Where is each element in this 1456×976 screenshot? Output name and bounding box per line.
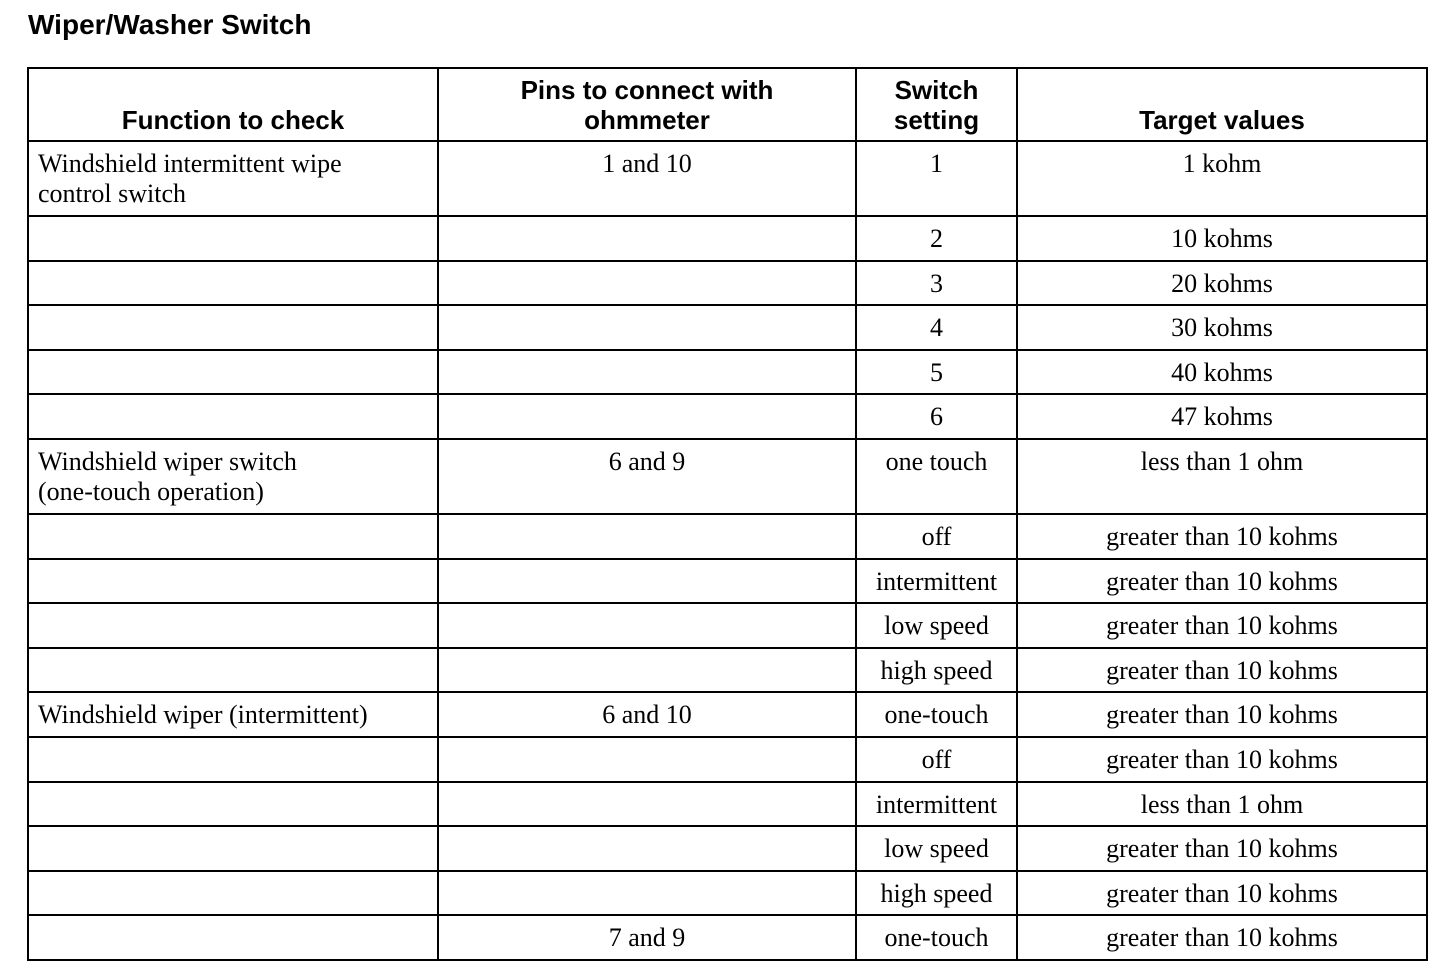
cell-target-value: greater than 10 kohms bbox=[1017, 559, 1427, 604]
cell-switch-setting: one-touch bbox=[856, 692, 1017, 737]
cell-target-value: greater than 10 kohms bbox=[1017, 915, 1427, 960]
cell-target-value: 20 kohms bbox=[1017, 261, 1427, 306]
cell-target-value: 47 kohms bbox=[1017, 394, 1427, 439]
cell-function bbox=[28, 261, 438, 306]
cell-pins bbox=[438, 514, 856, 559]
cell-switch-setting: high speed bbox=[856, 871, 1017, 916]
table-row bbox=[28, 559, 1427, 604]
cell-function bbox=[28, 826, 438, 871]
cell-target-value: 1 kohm bbox=[1017, 141, 1427, 216]
cell-function bbox=[28, 915, 438, 960]
cell-switch-setting: 6 bbox=[856, 394, 1017, 439]
cell-target-value: greater than 10 kohms bbox=[1017, 692, 1427, 737]
cell-switch-setting: intermittent bbox=[856, 559, 1017, 604]
cell-switch-setting: 5 bbox=[856, 350, 1017, 395]
table-row bbox=[28, 514, 1427, 559]
cell-pins bbox=[438, 394, 856, 439]
header-target-values: Target values bbox=[1017, 68, 1427, 141]
cell-switch-setting: 3 bbox=[856, 261, 1017, 306]
table-row bbox=[28, 350, 1427, 395]
table-row bbox=[28, 737, 1427, 782]
cell-function: Windshield wiper switch (one-touch operation) bbox=[28, 439, 438, 514]
table-body bbox=[28, 141, 1427, 960]
cell-target-value: 40 kohms bbox=[1017, 350, 1427, 395]
cell-switch-setting: low speed bbox=[856, 603, 1017, 648]
table-row bbox=[28, 439, 1427, 514]
table-row bbox=[28, 141, 1427, 216]
cell-function bbox=[28, 782, 438, 827]
cell-target-value: 30 kohms bbox=[1017, 305, 1427, 350]
cell-pins bbox=[438, 782, 856, 827]
header-pins: Pins to connect with ohmmeter bbox=[438, 68, 856, 141]
cell-pins: 6 and 9 bbox=[438, 439, 856, 514]
cell-pins bbox=[438, 603, 856, 648]
cell-target-value: less than 1 ohm bbox=[1017, 782, 1427, 827]
cell-pins bbox=[438, 648, 856, 693]
cell-target-value: greater than 10 kohms bbox=[1017, 514, 1427, 559]
cell-function bbox=[28, 559, 438, 604]
header-switch-setting: Switch setting bbox=[856, 68, 1017, 141]
cell-switch-setting: off bbox=[856, 737, 1017, 782]
table-row bbox=[28, 915, 1427, 960]
table-row bbox=[28, 394, 1427, 439]
cell-function bbox=[28, 871, 438, 916]
table-row bbox=[28, 692, 1427, 737]
cell-target-value: less than 1 ohm bbox=[1017, 439, 1427, 514]
cell-pins: 6 and 10 bbox=[438, 692, 856, 737]
cell-target-value: greater than 10 kohms bbox=[1017, 871, 1427, 916]
page-title: Wiper/Washer Switch bbox=[28, 9, 312, 40]
cell-switch-setting: one touch bbox=[856, 439, 1017, 514]
cell-function bbox=[28, 514, 438, 559]
cell-switch-setting: 1 bbox=[856, 141, 1017, 216]
cell-switch-setting: intermittent bbox=[856, 782, 1017, 827]
cell-pins bbox=[438, 305, 856, 350]
table-row bbox=[28, 261, 1427, 306]
cell-function bbox=[28, 394, 438, 439]
cell-pins bbox=[438, 350, 856, 395]
cell-target-value: greater than 10 kohms bbox=[1017, 648, 1427, 693]
table-row bbox=[28, 305, 1427, 350]
cell-pins bbox=[438, 826, 856, 871]
table-row bbox=[28, 782, 1427, 827]
cell-function bbox=[28, 648, 438, 693]
cell-function bbox=[28, 350, 438, 395]
cell-switch-setting: low speed bbox=[856, 826, 1017, 871]
wiper-washer-switch-table bbox=[27, 67, 1428, 961]
cell-pins bbox=[438, 737, 856, 782]
cell-switch-setting: off bbox=[856, 514, 1017, 559]
cell-switch-setting: high speed bbox=[856, 648, 1017, 693]
cell-function: Windshield wiper (intermittent) bbox=[28, 692, 438, 737]
cell-pins bbox=[438, 871, 856, 916]
header-function: Function to check bbox=[28, 68, 438, 141]
cell-switch-setting: one-touch bbox=[856, 915, 1017, 960]
cell-target-value: greater than 10 kohms bbox=[1017, 737, 1427, 782]
table-header-row bbox=[28, 68, 1427, 141]
table-row bbox=[28, 871, 1427, 916]
table-row bbox=[28, 826, 1427, 871]
cell-switch-setting: 2 bbox=[856, 216, 1017, 261]
cell-target-value: greater than 10 kohms bbox=[1017, 826, 1427, 871]
table-row bbox=[28, 603, 1427, 648]
cell-pins: 7 and 9 bbox=[438, 915, 856, 960]
cell-pins bbox=[438, 261, 856, 306]
cell-target-value: greater than 10 kohms bbox=[1017, 603, 1427, 648]
cell-pins bbox=[438, 216, 856, 261]
cell-function: Windshield intermittent wipe control switch bbox=[28, 141, 438, 216]
table-row bbox=[28, 216, 1427, 261]
cell-function bbox=[28, 305, 438, 350]
cell-function bbox=[28, 737, 438, 782]
cell-function bbox=[28, 603, 438, 648]
cell-pins bbox=[438, 559, 856, 604]
table-row bbox=[28, 648, 1427, 693]
cell-pins: 1 and 10 bbox=[438, 141, 856, 216]
cell-function bbox=[28, 216, 438, 261]
cell-switch-setting: 4 bbox=[856, 305, 1017, 350]
cell-target-value: 10 kohms bbox=[1017, 216, 1427, 261]
